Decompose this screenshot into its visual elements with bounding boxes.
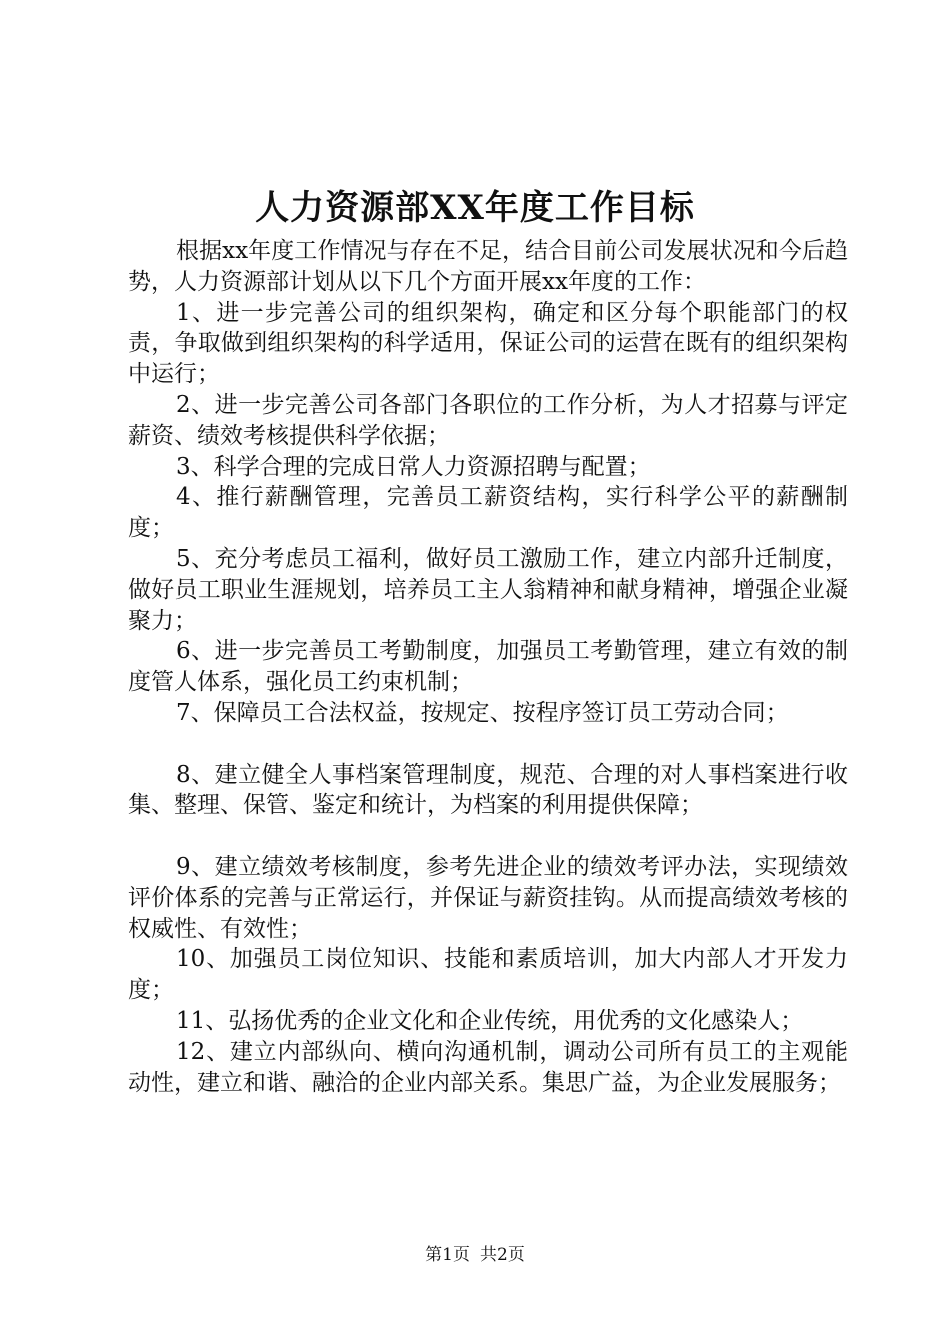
goal-item-11: 11、弘扬优秀的企业文化和企业传统，用优秀的文化感染人； xyxy=(176,1007,804,1034)
goal-item-9: 9、建立绩效考核制度，参考先进企业的绩效考评办法，实现绩效评价体系的完善与正常运行，并保证与薪资挂钩。从而提高绩效考核的权威性、有效性； xyxy=(128,853,848,942)
page-footer xyxy=(0,1244,950,1266)
goal-item-1: 1、进一步完善公司的组织架构，确定和区分每个职能部门的权责，争取做到组织架构的科学适用，保证公司的运营在既有的组织架构中运行； xyxy=(128,299,848,388)
page-total: 共2页 xyxy=(480,1245,525,1265)
goal-item-8: 8、建立健全人事档案管理制度，规范、合理的对人事档案进行收集、整理、保管、鉴定和统计，为档案的利用提供保障； xyxy=(128,761,848,819)
document-body xyxy=(128,236,848,1098)
goal-item-7: 7、保障员工合法权益，按规定、按程序签订员工劳动合同； xyxy=(176,699,789,726)
goal-item-12: 12、建立内部纵向、横向沟通机制，调动公司所有员工的主观能动性，建立和谐、融洽的企业内部关系。集思广益，为企业发展服务； xyxy=(128,1038,848,1096)
intro-paragraph: 根据xx年度工作情况与存在不足，结合目前公司发展状况和今后趋势，人力资源部计划从以下几个方面开展xx年度的工作： xyxy=(128,238,848,295)
goal-item-3: 3、科学合理的完成日常人力资源招聘与配置； xyxy=(176,453,651,480)
goal-item-6: 6、进一步完善员工考勤制度，加强员工考勤管理，建立有效的制度管人体系，强化员工约束机制； xyxy=(128,638,848,696)
goal-item-5: 5、充分考虑员工福利，做好员工激励工作，建立内部升迁制度，做好员工职业生涯规划，培养员工主人翁精神和献身精神，增强企业凝聚力； xyxy=(128,545,848,634)
goal-item-4: 4、推行薪酬管理，完善员工薪资结构，实行科学公平的薪酬制度； xyxy=(128,484,848,542)
goal-item-2: 2、进一步完善公司各部门各职位的工作分析，为人才招募与评定薪资、绩效考核提供科学依据； xyxy=(128,391,848,449)
document-title: 人力资源部XX年度工作目标 xyxy=(255,188,695,228)
page-number: 第1页 xyxy=(425,1245,470,1265)
goal-item-10: 10、加强员工岗位知识、技能和素质培训，加大内部人才开发力度； xyxy=(128,946,848,1004)
